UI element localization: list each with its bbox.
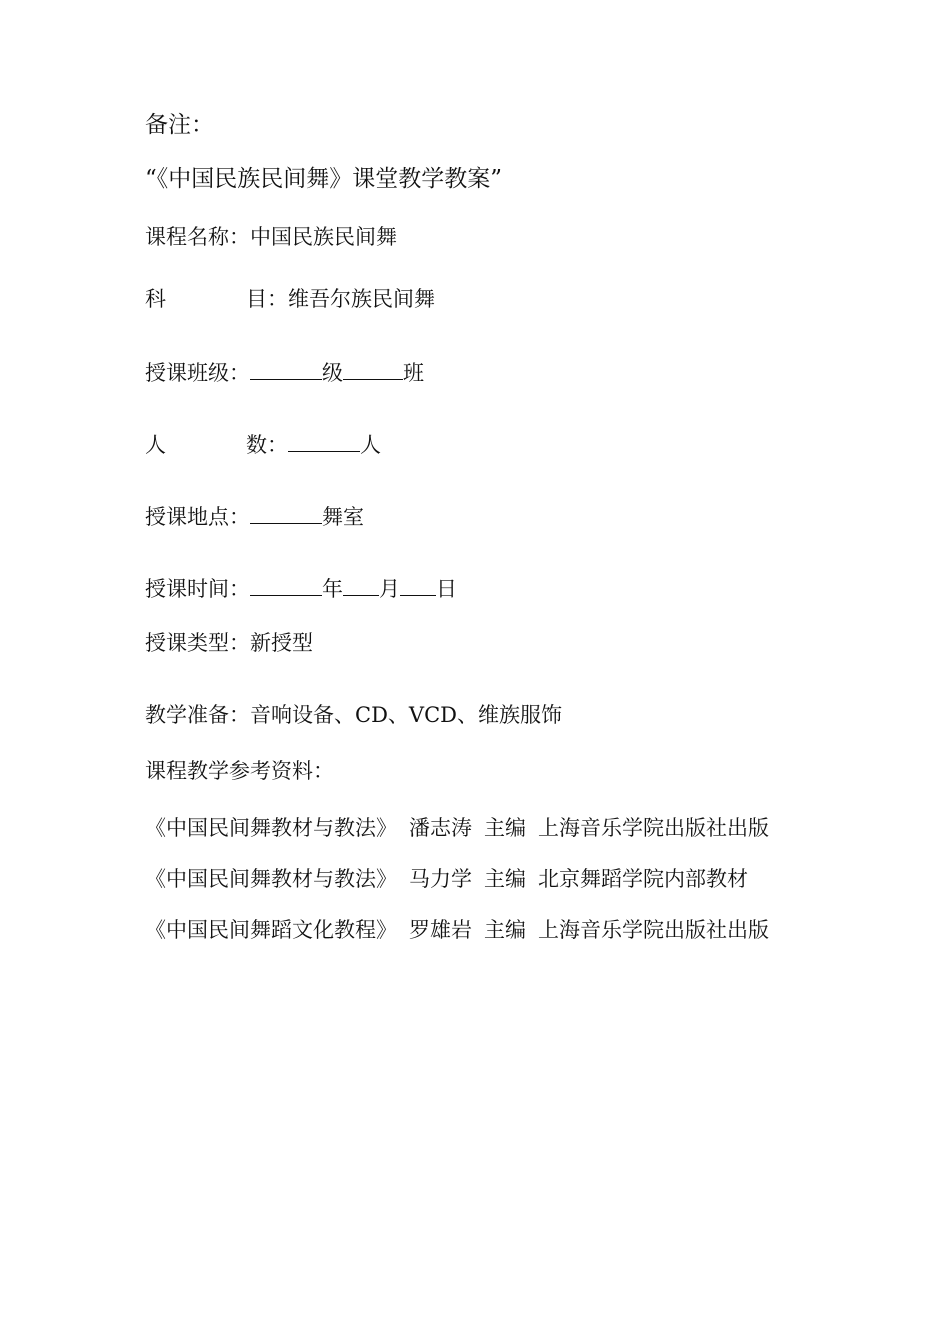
- location-unit: 舞室: [322, 505, 364, 529]
- reference-role: 主编: [484, 816, 526, 840]
- month-unit: 月: [379, 577, 400, 601]
- class-row: [145, 357, 424, 387]
- reference-book: 《中国民间舞教材与教法》: [145, 867, 397, 891]
- reference-author: 潘志涛: [409, 816, 472, 840]
- course-name-label: 课程名称：: [145, 225, 250, 249]
- class-label: 授课班级：: [145, 361, 250, 385]
- count-unit: 人: [360, 433, 381, 457]
- year-unit: 年: [322, 577, 343, 601]
- grade-unit: 级: [322, 361, 343, 385]
- time-label: 授课时间：: [145, 577, 250, 601]
- subject-label-second: 目：: [246, 287, 288, 311]
- type-label: 授课类型：: [145, 631, 250, 655]
- year-blank[interactable]: [250, 573, 322, 596]
- reference-item: [145, 865, 748, 893]
- reference-role: 主编: [484, 867, 526, 891]
- location-blank[interactable]: [250, 501, 322, 524]
- count-blank[interactable]: [288, 429, 360, 452]
- reference-author: 马力学: [409, 867, 472, 891]
- references-heading: 课程教学参考资料：: [145, 759, 334, 783]
- subject-value: 维吾尔族民间舞: [288, 287, 435, 311]
- prep-row: [145, 701, 562, 729]
- location-row: [145, 501, 364, 531]
- day-blank[interactable]: [400, 573, 436, 596]
- reference-publisher: 上海音乐学院出版社出版: [538, 816, 769, 840]
- prep-value: 音响设备、CD、VCD、维族服饰: [250, 703, 562, 727]
- count-row: [145, 429, 381, 459]
- location-label: 授课地点：: [145, 505, 250, 529]
- course-name-value: 中国民族民间舞: [250, 225, 397, 249]
- reference-role: 主编: [484, 918, 526, 942]
- grade-blank[interactable]: [250, 357, 322, 380]
- reference-item: [145, 916, 769, 944]
- reference-publisher: 北京舞蹈学院内部教材: [538, 867, 748, 891]
- class-blank[interactable]: [343, 357, 403, 380]
- course-name-row: [145, 223, 397, 251]
- day-unit: 日: [436, 577, 457, 601]
- note-label: 备注：: [145, 112, 214, 138]
- type-row: [145, 629, 313, 657]
- reference-book: 《中国民间舞教材与教法》: [145, 816, 397, 840]
- reference-item: [145, 814, 769, 842]
- count-label-second: 数：: [246, 433, 288, 457]
- subject-row: [145, 285, 435, 313]
- class-unit: 班: [403, 361, 424, 385]
- subject-label-first: 科: [145, 287, 166, 311]
- type-value: 新授型: [250, 631, 313, 655]
- time-row: [145, 573, 457, 603]
- prep-label: 教学准备：: [145, 703, 250, 727]
- reference-book: 《中国民间舞蹈文化教程》: [145, 918, 397, 942]
- count-label-first: 人: [145, 433, 166, 457]
- reference-author: 罗雄岩: [409, 918, 472, 942]
- month-blank[interactable]: [343, 573, 379, 596]
- reference-publisher: 上海音乐学院出版社出版: [538, 918, 769, 942]
- document-title: “《中国民族民间舞》课堂教学教案”: [145, 166, 503, 192]
